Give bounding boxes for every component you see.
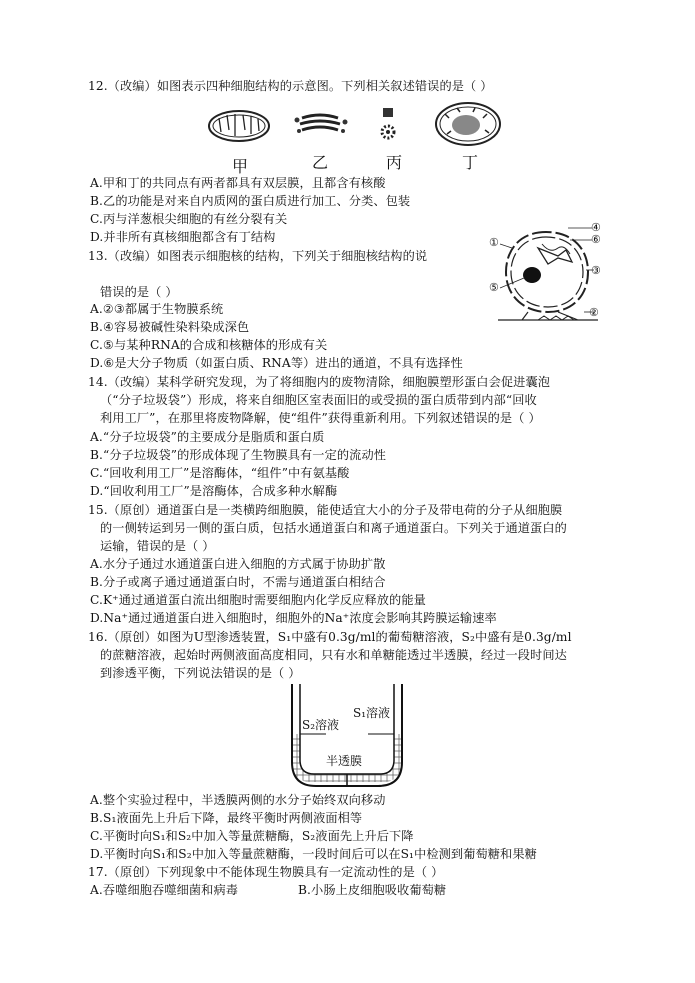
q16-option-d: D.平衡时向S₁和S₂中加入等量蔗糖酶，一段时间后可以在S₁中检测到葡萄糖和果糖 xyxy=(90,847,537,861)
q16-u-tube-figure xyxy=(282,682,412,790)
fig-label-ding: 丁 xyxy=(462,153,479,172)
nucleus-label-1: ① xyxy=(489,236,499,249)
q12-figure xyxy=(205,100,525,152)
q14-option-d: D.“回收利用工厂”是溶酶体，合成多种水解酶 xyxy=(90,484,338,498)
centrosome-drawing xyxy=(382,108,394,138)
q12-option-c: C.丙与洋葱根尖细胞的有丝分裂有关 xyxy=(90,212,288,226)
q15-stem-line2: 的一侧转运到另一侧的蛋白质，包括水通道蛋白和离子通道蛋白。下列关于通道蛋白的 xyxy=(100,521,567,535)
q14-option-a: A.“分子垃圾袋”的主要成分是脂质和蛋白质 xyxy=(90,430,325,444)
q17-option-b: B.小肠上皮细胞吸收葡萄糖 xyxy=(298,883,447,897)
q15-option-d: D.Na⁺通过通道蛋白进入细胞时，细胞外的Na⁺浓度会影响其跨膜运输速率 xyxy=(90,611,497,625)
q17-stem: 17.（原创）下列现象中不能体现生物膜具有一定流动性的是（ ） xyxy=(88,865,444,879)
q14-option-b: B.“分子垃圾袋”的形成体现了生物膜具有一定的流动性 xyxy=(90,448,387,462)
q14-stem-line1: 14.（改编）某科学研究发现，为了将细胞内的废物清除，细胞膜塑形蛋白会促进囊泡 xyxy=(88,375,551,389)
q13-option-b: B.④容易被碱性染料染成深色 xyxy=(90,320,250,334)
q12-option-b: B.乙的功能是对来自内质网的蛋白质进行加工、分类、包装 xyxy=(90,194,411,208)
q15-option-c: C.K⁺通过通道蛋白流出细胞时需要细胞内化学反应释放的能量 xyxy=(90,593,426,607)
q13-option-a: A.②③都属于生物膜系统 xyxy=(90,302,224,316)
q16-option-b: B.S₁液面先上升后下降，最终平衡时两侧液面相等 xyxy=(90,811,363,825)
fig-label-yi: 乙 xyxy=(312,153,329,172)
nucleus-label-2: ② xyxy=(589,306,599,319)
fig-label-jia: 甲 xyxy=(232,157,249,176)
q13-stem-line1: 13.（改编）如图表示细胞核的结构，下列关于细胞核结构的说 xyxy=(88,249,428,263)
chloroplast-drawing xyxy=(436,103,500,145)
q14-stem-line2: （“分子垃圾袋”）形成，将来自细胞区室表面旧的或受损的蛋白质带到内部“回收 xyxy=(100,393,537,407)
nucleus-label-5: ⑤ xyxy=(489,281,499,294)
q13-option-d: D.⑥是大分子物质（如蛋白质、RNA等）进出的通道，不具有选择性 xyxy=(90,356,463,370)
nucleus-label-3: ③ xyxy=(591,264,601,277)
mitochondrion-drawing xyxy=(209,111,269,141)
nucleus-label-4: ④ xyxy=(591,221,601,234)
u-tube-right-label: S₁溶液 xyxy=(353,706,391,720)
q16-stem-line1: 16.（原创）如图为U型渗透装置，S₁中盛有0.3g/ml的葡萄糖溶液，S₂中盛有是0.3g/ml xyxy=(88,630,572,644)
q16-stem-line3: 到渗透平衡，下列说法错误的是（ ） xyxy=(100,666,301,680)
q15-stem-line3: 运输，错误的是（ ） xyxy=(100,539,215,553)
fig-label-bing: 丙 xyxy=(386,153,403,172)
q14-stem-line3: 利用工厂”，在那里将废物降解，使“组件”获得重新利用。下列叙述错误的是（ ） xyxy=(100,411,541,425)
q12-option-a: A.甲和丁的共同点有两者都具有双层膜，且都含有核酸 xyxy=(90,176,386,190)
q16-option-a: A.整个实验过程中，半透膜两侧的水分子始终双向移动 xyxy=(90,793,386,807)
q16-stem-line2: 的蔗糖溶液，起始时两侧液面高度相同，只有水和单糖能透过半透膜，经过一段时间达 xyxy=(100,648,567,662)
q15-stem-line1: 15.（原创）通道蛋白是一类横跨细胞膜，能使适宜大小的分子及带电荷的分子从细胞膜 xyxy=(88,503,563,517)
golgi-drawing xyxy=(295,115,348,133)
q13-option-c: C.⑤与某种RNA的合成和核糖体的形成有关 xyxy=(90,338,328,352)
q17-option-a: A.吞噬细胞吞噬细菌和病毒 xyxy=(90,883,239,897)
q15-option-a: A.水分子通过水通道蛋白进入细胞的方式属于协助扩散 xyxy=(90,557,386,571)
u-tube-membrane-label: 半透膜 xyxy=(326,754,363,768)
q14-option-c: C.“回收利用工厂”是溶酶体，“组件”中有氨基酸 xyxy=(90,466,350,480)
u-tube-left-label: S₂溶液 xyxy=(302,718,340,732)
q13-stem-line2: 错误的是（ ） xyxy=(100,285,178,299)
q12-stem: 12.（改编）如图表示四种细胞结构的示意图。下列相关叙述错误的是（ ） xyxy=(88,79,493,93)
q16-option-c: C.平衡时向S₁和S₂中加入等量蔗糖酶，S₂液面先上升后下降 xyxy=(90,829,414,843)
nucleus-label-6: ⑥ xyxy=(591,233,601,246)
q12-option-d: D.并非所有真核细胞都含有丁结构 xyxy=(90,230,276,244)
q15-option-b: B.分子或离子通过通道蛋白时，不需与通道蛋白相结合 xyxy=(90,575,386,589)
